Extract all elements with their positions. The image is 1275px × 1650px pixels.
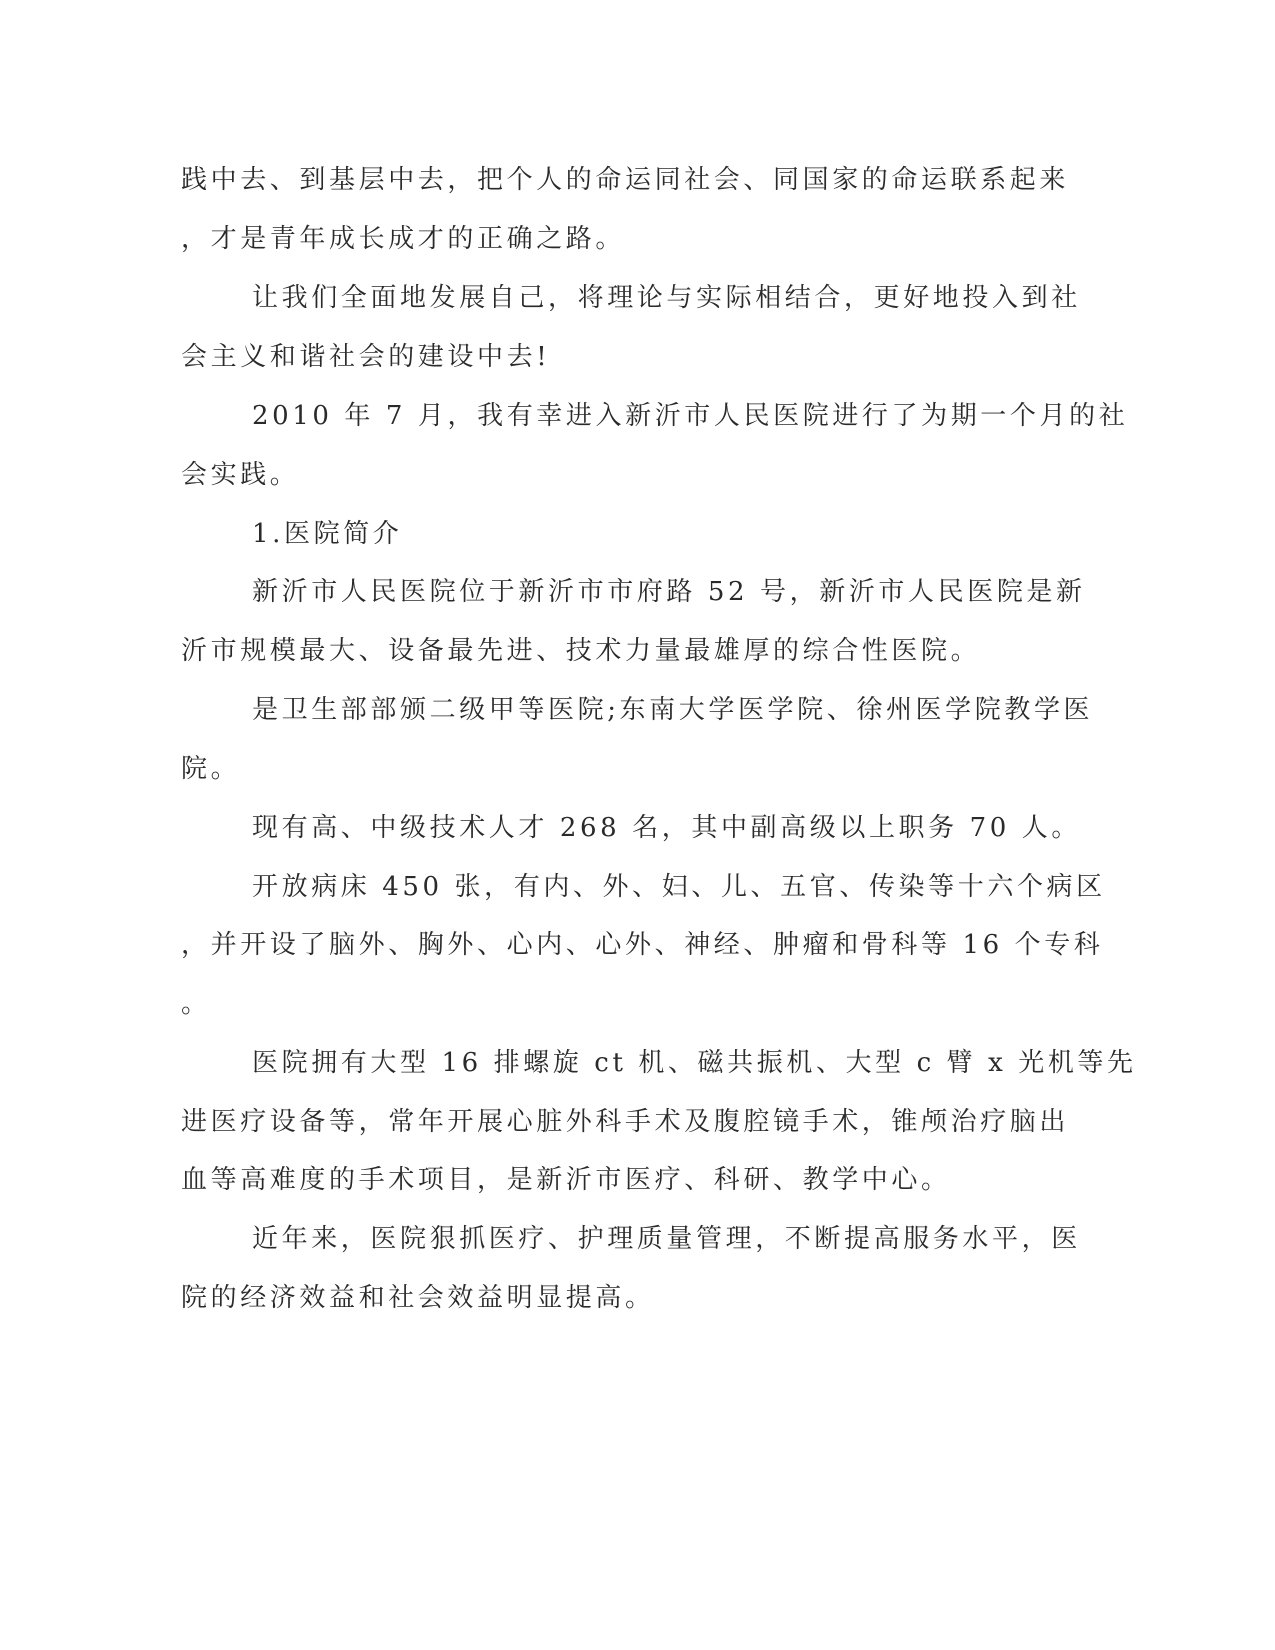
- paragraph-first-line: 医院拥有大型 16 排螺旋 ct 机、磁共振机、大型 c 臂 x 光机等先: [252, 1048, 1137, 1078]
- text-line: 院。: [181, 754, 241, 784]
- paragraph-first-line: 现有高、中级技术人才 268 名，其中副高级以上职务 70 人。: [252, 813, 1081, 843]
- section-heading: 1.医院简介: [252, 519, 403, 549]
- text-line: 进医疗设备等，常年开展心脏外科手术及腹腔镜手术，锥颅治疗脑出: [181, 1107, 1070, 1137]
- text-line: 会实践。: [181, 460, 300, 490]
- paragraph-first-line: 2010 年 7 月，我有幸进入新沂市人民医院进行了为期一个月的社: [252, 401, 1129, 431]
- text-line: 血等高难度的手术项目，是新沂市医疗、科研、教学中心。: [181, 1165, 951, 1195]
- paragraph-first-line: 是卫生部部颁二级甲等医院;东南大学医学院、徐州医学院教学医: [252, 695, 1094, 725]
- text-line: ，才是青年成长成才的正确之路。: [181, 224, 626, 254]
- paragraph-first-line: 开放病床 450 张，有内、外、妇、儿、五官、传染等十六个病区: [252, 872, 1106, 902]
- text-line: 践中去、到基层中去，把个人的命运同社会、同国家的命运联系起来: [181, 165, 1070, 195]
- text-line: 。: [181, 989, 211, 1019]
- text-line: 院的经济效益和社会效益明显提高。: [181, 1283, 655, 1313]
- paragraph-first-line: 新沂市人民医院位于新沂市市府路 52 号，新沂市人民医院是新: [252, 577, 1086, 607]
- paragraph-first-line: 近年来，医院狠抓医疗、护理质量管理，不断提高服务水平，医: [252, 1224, 1081, 1254]
- text-line: ，并开设了脑外、胸外、心内、心外、神经、肿瘤和骨科等 16 个专科: [181, 930, 1104, 960]
- paragraph-first-line: 让我们全面地发展自己，将理论与实际相结合，更好地投入到社: [252, 283, 1081, 313]
- text-line: 沂市规模最大、设备最先进、技术力量最雄厚的综合性医院。: [181, 636, 981, 666]
- text-line: 会主义和谐社会的建设中去!: [181, 342, 551, 372]
